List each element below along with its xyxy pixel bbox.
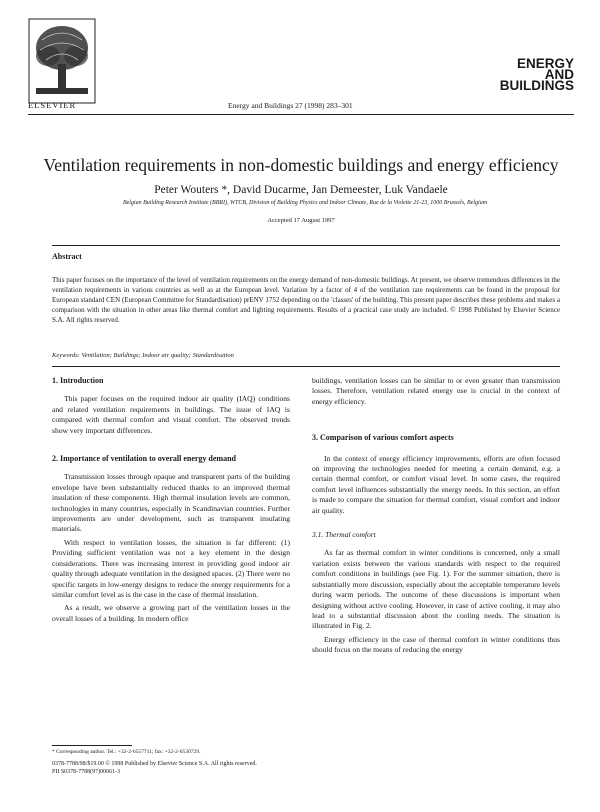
journal-logo-line: AND xyxy=(544,67,574,82)
right-column xyxy=(312,376,560,656)
pii-line: PII S0378-7788(97)00061-3 xyxy=(52,769,121,776)
affiliation: Belgian Building Research Institute (BBRI), WTCB, Division of Building Physics and Indoor Climate, Rue de la Violette 21-23, 1000 Brussels, Belgium xyxy=(122,200,488,206)
paragraph: With respect to ventilation losses, the situation is far different: (1) Providing sufficient ventilation was not a key element in the design considerations. There was increasing interest in providing good indoor air quality through adequate ventilation in the designed spaces. (2) There were no specific targets in low-energy designs to reduce the energy requirements for a similar comfort level as is the case in the case of thermal insulation. xyxy=(52,537,290,599)
issn-line: 0378-7788/98/$19.00 © 1998 Published by Elsevier Science S.A. All rights reserved. xyxy=(52,761,257,767)
publisher-name: ELSEVIER xyxy=(28,100,77,110)
accepted-date: Accepted 17 August 1997 xyxy=(267,217,335,224)
left-column xyxy=(52,376,290,624)
section-heading: 2. Importance of ventilation to overall energy demand xyxy=(52,454,236,464)
journal-citation: Energy and Buildings 27 (1998) 283–301 xyxy=(228,101,353,110)
elsevier-tree-logo xyxy=(28,18,96,104)
footnote-rule xyxy=(52,745,132,746)
header-divider xyxy=(28,114,574,115)
journal-logo-line: ENERGY xyxy=(516,56,574,71)
abstract-text: This paper focuses on the importance of the level of ventilation requirements on the energy demand of non-domestic buildings. At present, we observe tremendous differences in the ventilation requirements in various countries as well as at the European level. Variation by a factor of 4 of the ventilation rate requirements can be found in the proposal for European standard CEN (European Committee for Standardisation) prENV 1752 depending on the 'classes' of the building. This present paper describes these problems and makes a comparison with the situation in other areas like thermal comfort and lighting requirements. Results of a practical case study are included. © 1998 Published by Elsevier Science S.A. All rights reserved. xyxy=(52,276,560,324)
paragraph: Transmission losses through opaque and transparent parts of the building envelope have been substantially reduced thanks to an improved thermal insulation of these components. High thermal insulation levels are common, technologies in many countries, especially in Scandinavian countries. Further improvements are under development, such as transparent insulating materials. xyxy=(52,472,290,534)
paragraph: In the context of energy efficiency improvements, efforts are often focused on improving the technologies needed for meeting a certain demand, e.g. a certain thermal comfort, or comfort visual level. In some cases, the required comfort level influences substantially the energy needs. In this section, an effort is made to compare the situation for thermal comfort, visual comfort and indoor air quality. xyxy=(312,453,560,515)
subsection-heading: 3.1. Thermal comfort xyxy=(312,530,376,540)
journal-logo-line: BUILDINGS xyxy=(499,78,574,93)
paragraph: Energy efficiency in the case of thermal comfort in winter conditions thus should focus on the means of reducing the energy xyxy=(312,634,560,655)
paragraph: This paper focuses on the required indoor air quality (IAQ) conditions and related ventilation requirements in buildings. The issue of IAQ is compared with thermal comfort and visual comfort. The observed trends show very important differences. xyxy=(52,394,290,435)
section-heading: 1. Introduction xyxy=(52,376,104,385)
paragraph: As far as thermal comfort in winter conditions is concerned, only a small variation exists between the various standards with respect to the required comfort conditions in buildings (see Fig. 1). For the summer situation, there is substantially more discussion, especially about the acceptable temperature levels during warm periods. The outcome of these discussions is important when designing without active cooling. However, in case of active cooling, it may also lead to a substantial discussion about the cooling needs. The situation is illustrated in Fig. 2. xyxy=(312,548,560,631)
paragraph: As a result, we observe a growing part of the ventilation losses in the overall losses of a building. In modern office xyxy=(52,603,290,623)
paragraph: buildings, ventilation losses can be similar to or even greater than transmission losses. Therefore, ventilation related energy use is crucial in the context of energy efficiency. xyxy=(312,376,560,406)
copyright-block xyxy=(52,760,572,776)
section-heading: 3. Comparison of various comfort aspects xyxy=(312,433,454,443)
abstract-heading: Abstract xyxy=(52,252,82,261)
abstract-top-rule xyxy=(52,245,560,246)
journal-logo xyxy=(500,58,574,91)
article-title: Ventilation requirements in non-domestic buildings and energy efficiency xyxy=(43,155,559,175)
abstract-bottom-rule xyxy=(52,366,560,367)
keywords: Keywords: Ventilation; Buildings; Indoor air quality; Standardisation xyxy=(52,352,234,359)
author-list: Peter Wouters *, David Ducarme, Jan Demeester, Luk Vandaele xyxy=(154,184,448,196)
footnote: * Corresponding author. Tel.: +32-2-6557711; fax: +32-2-6530729. xyxy=(52,749,201,755)
